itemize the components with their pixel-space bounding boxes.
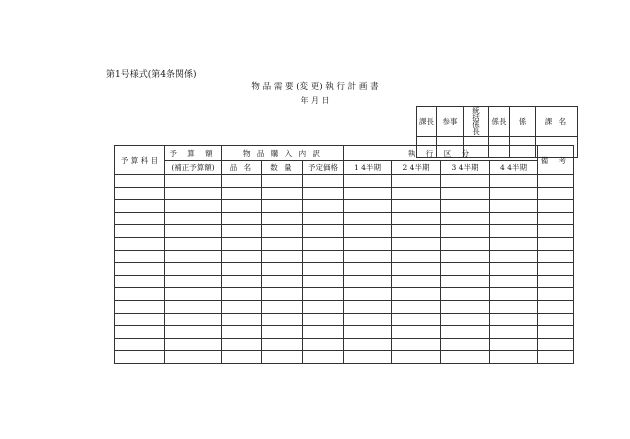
- form-label: 第1号様式(第4条関係): [106, 70, 197, 80]
- table-cell[interactable]: [392, 263, 441, 276]
- table-row: [115, 250, 574, 263]
- table-cell[interactable]: [392, 225, 441, 238]
- table-cell[interactable]: [490, 313, 538, 326]
- table-cell[interactable]: [165, 313, 222, 326]
- header-item-name: 品 名: [222, 161, 262, 175]
- table-cell[interactable]: [262, 338, 303, 351]
- table-cell[interactable]: [222, 288, 262, 301]
- header-budget-amount: 予 算 額: [165, 146, 222, 161]
- table-cell[interactable]: [165, 212, 222, 225]
- table-cell[interactable]: [490, 288, 538, 301]
- table-row: [115, 175, 574, 188]
- table-cell[interactable]: [165, 326, 222, 339]
- table-cell[interactable]: [441, 200, 490, 213]
- table-cell[interactable]: [392, 351, 441, 364]
- table-cell[interactable]: [303, 212, 344, 225]
- table-row: [115, 313, 574, 326]
- table-cell[interactable]: [441, 326, 490, 339]
- table-cell[interactable]: [441, 225, 490, 238]
- table-cell[interactable]: [262, 250, 303, 263]
- table-cell[interactable]: [441, 351, 490, 364]
- table-cell[interactable]: [441, 313, 490, 326]
- table-cell[interactable]: [344, 288, 392, 301]
- table-cell[interactable]: [392, 288, 441, 301]
- table-cell[interactable]: [490, 187, 538, 200]
- table-cell[interactable]: [441, 263, 490, 276]
- table-cell[interactable]: [392, 212, 441, 225]
- header-quarter-1: 1 4半期: [344, 161, 392, 175]
- table-cell[interactable]: [165, 237, 222, 250]
- table-row: [115, 275, 574, 288]
- table-cell[interactable]: [392, 237, 441, 250]
- table-cell[interactable]: [344, 275, 392, 288]
- table-row: [115, 338, 574, 351]
- table-cell[interactable]: [262, 237, 303, 250]
- table-row: [115, 225, 574, 238]
- table-cell[interactable]: [392, 275, 441, 288]
- table-row: [115, 263, 574, 276]
- table-cell[interactable]: [115, 288, 165, 301]
- table-cell[interactable]: [392, 187, 441, 200]
- table-row: [115, 200, 574, 213]
- table-cell[interactable]: [262, 263, 303, 276]
- header-budget-item: 予 算 科 目: [115, 146, 165, 175]
- table-cell[interactable]: [115, 175, 165, 188]
- approval-header-section-chief: 課長: [417, 107, 437, 137]
- table-cell[interactable]: [392, 250, 441, 263]
- document-title: 物 品 需 要 (変 更) 執 行 計 画 書: [251, 82, 379, 92]
- table-cell[interactable]: [115, 212, 165, 225]
- table-cell[interactable]: [222, 250, 262, 263]
- table-cell[interactable]: [262, 175, 303, 188]
- table-cell[interactable]: [538, 237, 574, 250]
- table-cell[interactable]: [115, 313, 165, 326]
- table-cell[interactable]: [165, 225, 222, 238]
- table-cell[interactable]: [115, 263, 165, 276]
- table-cell[interactable]: [115, 237, 165, 250]
- table-cell[interactable]: [441, 175, 490, 188]
- table-cell[interactable]: [115, 250, 165, 263]
- table-cell[interactable]: [303, 300, 344, 313]
- table-cell[interactable]: [222, 212, 262, 225]
- table-cell[interactable]: [344, 300, 392, 313]
- table-cell[interactable]: [344, 338, 392, 351]
- table-row: [115, 288, 574, 301]
- table-cell[interactable]: [538, 288, 574, 301]
- table-cell[interactable]: [262, 275, 303, 288]
- table-cell[interactable]: [344, 187, 392, 200]
- table-cell[interactable]: [165, 300, 222, 313]
- header-budget-supplement: (補正予算額): [165, 161, 222, 175]
- table-cell[interactable]: [303, 187, 344, 200]
- header-quarter-2: 2 4半期: [392, 161, 441, 175]
- table-cell[interactable]: [303, 275, 344, 288]
- table-cell[interactable]: [262, 225, 303, 238]
- date-line: 年 月 日: [300, 96, 330, 105]
- approval-header-councilor: 参事: [437, 107, 464, 137]
- table-cell[interactable]: [490, 300, 538, 313]
- table-cell[interactable]: [538, 351, 574, 364]
- table-cell[interactable]: [490, 351, 538, 364]
- table-cell[interactable]: [222, 275, 262, 288]
- table-cell[interactable]: [262, 326, 303, 339]
- table-cell[interactable]: [222, 175, 262, 188]
- table-cell[interactable]: [165, 275, 222, 288]
- table-cell[interactable]: [392, 300, 441, 313]
- table-cell[interactable]: [303, 338, 344, 351]
- table-row: [115, 326, 574, 339]
- header-quarter-4: 4 4半期: [490, 161, 538, 175]
- table-cell[interactable]: [303, 175, 344, 188]
- table-cell[interactable]: [222, 338, 262, 351]
- table-cell[interactable]: [262, 212, 303, 225]
- table-cell[interactable]: [490, 200, 538, 213]
- table-cell[interactable]: [222, 225, 262, 238]
- table-cell[interactable]: [538, 300, 574, 313]
- table-cell[interactable]: [392, 338, 441, 351]
- table-cell[interactable]: [538, 263, 574, 276]
- table-cell[interactable]: [303, 263, 344, 276]
- table-cell[interactable]: [344, 225, 392, 238]
- table-cell[interactable]: [165, 250, 222, 263]
- table-cell[interactable]: [538, 200, 574, 213]
- table-cell[interactable]: [490, 175, 538, 188]
- table-cell[interactable]: [222, 263, 262, 276]
- table-cell[interactable]: [441, 250, 490, 263]
- table-cell[interactable]: [262, 300, 303, 313]
- table-cell[interactable]: [262, 351, 303, 364]
- table-row: [115, 212, 574, 225]
- approval-header-staff: 係: [510, 107, 536, 137]
- table-row: [115, 237, 574, 250]
- table-cell[interactable]: [115, 200, 165, 213]
- table-cell[interactable]: [490, 237, 538, 250]
- table-cell[interactable]: [115, 326, 165, 339]
- table-cell[interactable]: [222, 200, 262, 213]
- table-cell[interactable]: [344, 326, 392, 339]
- table-cell[interactable]: [344, 263, 392, 276]
- table-cell[interactable]: [222, 326, 262, 339]
- table-cell[interactable]: [303, 250, 344, 263]
- table-cell[interactable]: [490, 263, 538, 276]
- table-cell[interactable]: [222, 237, 262, 250]
- table-cell[interactable]: [303, 200, 344, 213]
- table-row: [115, 351, 574, 364]
- header-purchase-breakdown: 物 品 購 入 内 訳: [222, 146, 344, 161]
- table-cell[interactable]: [538, 326, 574, 339]
- table-cell[interactable]: [441, 338, 490, 351]
- table-cell[interactable]: [441, 288, 490, 301]
- table-cell[interactable]: [262, 187, 303, 200]
- table-cell[interactable]: [344, 351, 392, 364]
- table-cell[interactable]: [441, 212, 490, 225]
- table-cell[interactable]: [490, 212, 538, 225]
- table-cell[interactable]: [222, 187, 262, 200]
- table-cell[interactable]: [538, 338, 574, 351]
- table-cell[interactable]: [303, 237, 344, 250]
- table-cell[interactable]: [441, 300, 490, 313]
- table-cell[interactable]: [262, 288, 303, 301]
- table-cell[interactable]: [538, 175, 574, 188]
- table-cell[interactable]: [538, 275, 574, 288]
- approval-header-general-chief: 統括係長: [464, 107, 489, 137]
- table-cell[interactable]: [115, 187, 165, 200]
- table-cell[interactable]: [165, 288, 222, 301]
- table-cell[interactable]: [115, 351, 165, 364]
- table-cell[interactable]: [538, 187, 574, 200]
- table-cell[interactable]: [222, 300, 262, 313]
- table-cell[interactable]: [222, 313, 262, 326]
- table-cell[interactable]: [538, 212, 574, 225]
- table-cell[interactable]: [392, 313, 441, 326]
- header-quantity: 数 量: [262, 161, 303, 175]
- table-cell[interactable]: [115, 338, 165, 351]
- table-cell[interactable]: [392, 200, 441, 213]
- table-cell[interactable]: [165, 263, 222, 276]
- table-row: [115, 187, 574, 200]
- table-cell[interactable]: [538, 313, 574, 326]
- table-cell[interactable]: [303, 288, 344, 301]
- header-remarks: 備 考: [538, 146, 574, 175]
- header-execution-division: 執 行 区 分: [344, 146, 538, 161]
- table-cell[interactable]: [344, 250, 392, 263]
- table-cell[interactable]: [441, 187, 490, 200]
- table-cell[interactable]: [538, 225, 574, 238]
- table-cell[interactable]: [115, 275, 165, 288]
- table-cell[interactable]: [165, 351, 222, 364]
- table-cell[interactable]: [490, 250, 538, 263]
- table-cell[interactable]: [392, 326, 441, 339]
- header-quarter-3: 3 4半期: [441, 161, 490, 175]
- table-cell[interactable]: [222, 351, 262, 364]
- table-cell[interactable]: [538, 250, 574, 263]
- table-row: [115, 300, 574, 313]
- table-cell[interactable]: [392, 175, 441, 188]
- table-cell[interactable]: [490, 225, 538, 238]
- approval-header-section-name: 課 名: [536, 107, 578, 137]
- table-cell[interactable]: [441, 275, 490, 288]
- table-cell[interactable]: [262, 313, 303, 326]
- table-cell[interactable]: [344, 313, 392, 326]
- table-cell[interactable]: [303, 225, 344, 238]
- table-cell[interactable]: [165, 200, 222, 213]
- plan-table: [114, 145, 574, 364]
- table-cell[interactable]: [115, 225, 165, 238]
- table-cell[interactable]: [344, 200, 392, 213]
- table-cell[interactable]: [262, 200, 303, 213]
- table-cell[interactable]: [115, 300, 165, 313]
- table-cell[interactable]: [344, 175, 392, 188]
- table-cell[interactable]: [490, 338, 538, 351]
- table-cell[interactable]: [165, 175, 222, 188]
- table-cell[interactable]: [344, 237, 392, 250]
- table-cell[interactable]: [344, 212, 392, 225]
- table-cell[interactable]: [165, 338, 222, 351]
- table-cell[interactable]: [165, 187, 222, 200]
- table-cell[interactable]: [490, 326, 538, 339]
- table-cell[interactable]: [303, 313, 344, 326]
- approval-header-chief: 係長: [489, 107, 510, 137]
- table-cell[interactable]: [303, 351, 344, 364]
- table-cell[interactable]: [490, 275, 538, 288]
- table-cell[interactable]: [303, 326, 344, 339]
- table-cell[interactable]: [441, 237, 490, 250]
- header-planned-price: 予定価格: [303, 161, 344, 175]
